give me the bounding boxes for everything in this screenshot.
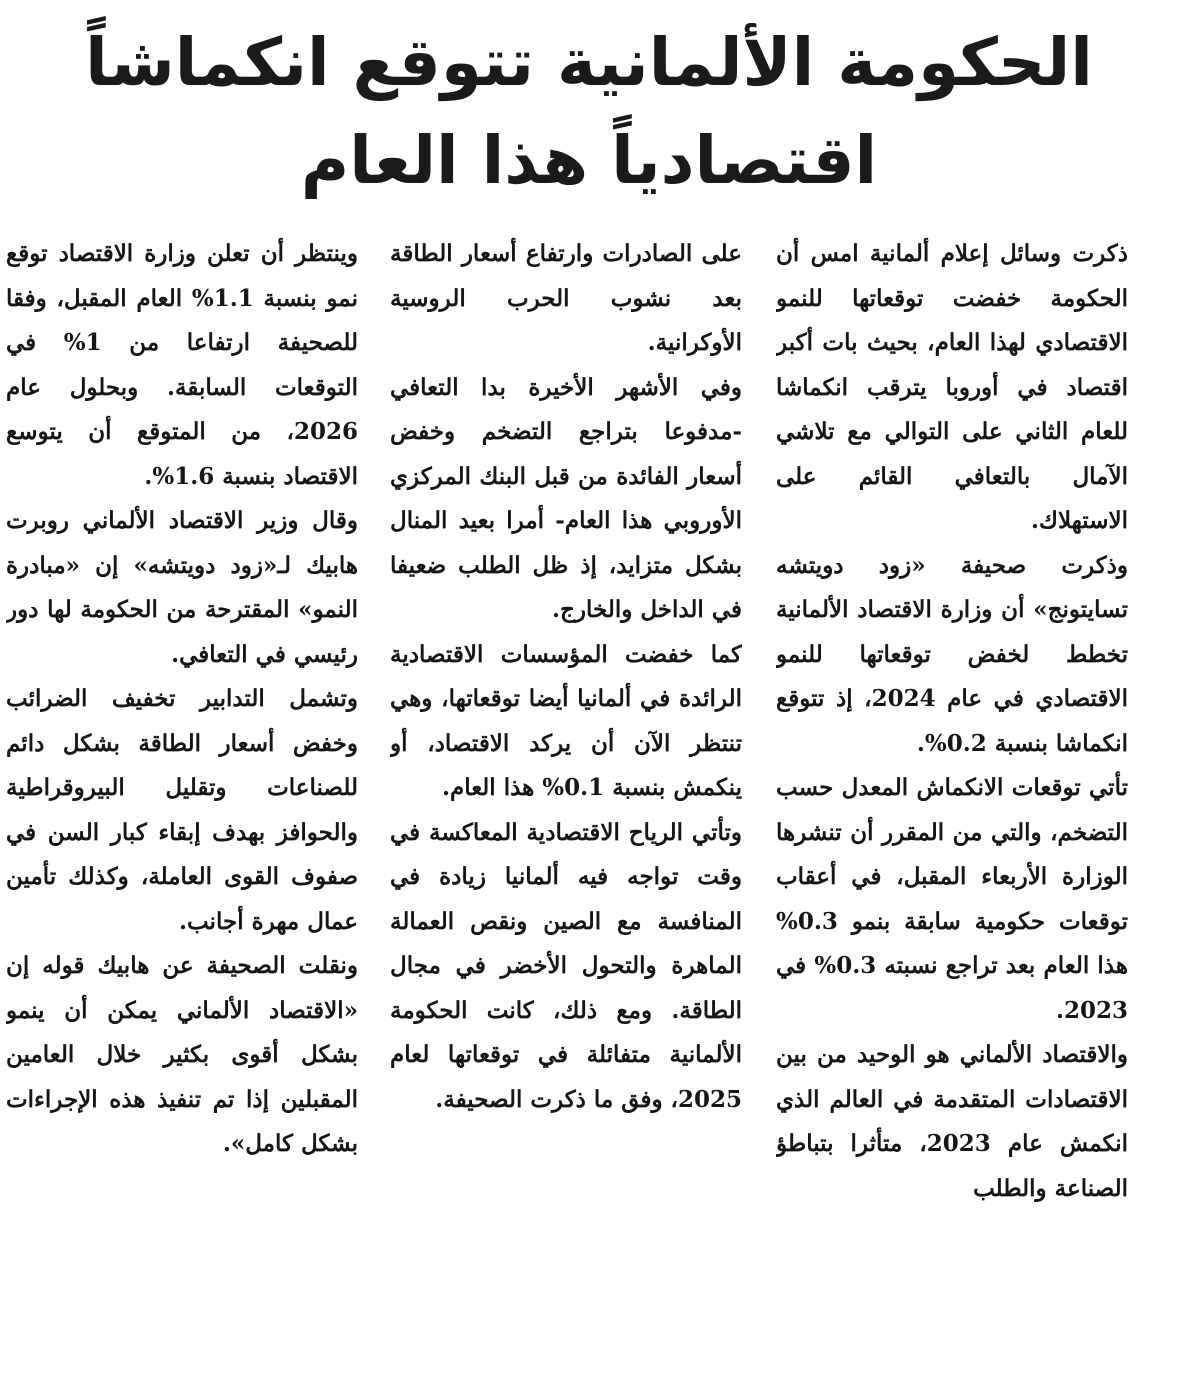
paragraph: ونقلت الصحيفة عن هابيك قوله إن «الاقتصاد الألماني يمكن أن ينمو بشكل أقوى بكثير خلال العامين المقبلين إذا تم تنفيذ هذه الإجراءات بشكل كامل». (6, 952, 358, 1157)
article-body (0, 232, 1178, 1362)
article-column-2 (390, 232, 742, 1362)
paragraph: وفي الأشهر الأخيرة بدا التعافي -مدفوعا بتراجع التضخم وخفض أسعار الفائدة من قبل البنك المركزي الأوروبي هذا العام- أمرا بعيد المنال بشكل متزايد، إذ ظل الطلب ضعيفا في الداخل والخارج. (390, 373, 742, 623)
article-column-3 (6, 232, 358, 1362)
paragraph: وذكرت صحيفة «زود دويتشه تسايتونج» أن وزارة الاقتصاد الألمانية تخطط لخفض توقعاتها للنمو الاقتصادي في عام 2024، إذ تتوقع انكماشا بنسبة 0.2%. (776, 551, 1128, 757)
paragraph: وينتظر أن تعلن وزارة الاقتصاد توقع نمو بنسبة 1.1% العام المقبل، وفقا للصحيفة ارتفاعا من 1% في التوقعات السابقة. وبحلول عام 2026، من المتوقع أن يتوسع الاقتصاد بنسبة 1.6%. (6, 240, 358, 490)
headline-line-1: الحكومة الألمانية تتوقع انكماشاً (85, 24, 1093, 101)
paragraph: تأتي توقعات الانكماش المعدل حسب التضخم، والتي من المقرر أن تنشرها الوزارة الأربعاء المقبل، في أعقاب توقعات حكومية سابقة بنمو 0.3% هذا العام بعد تراجع نسبته 0.3% في 2023. (776, 774, 1128, 1024)
article-column-1 (776, 232, 1128, 1362)
paragraph: على الصادرات وارتفاع أسعار الطاقة بعد نشوب الحرب الروسية الأوكرانية. (390, 240, 742, 356)
paragraph: والاقتصاد الألماني هو الوحيد من بين الاقتصادات المتقدمة في العالم الذي انكمش عام 2023، متأثرا بتباطؤ الصناعة والطلب (776, 1041, 1128, 1202)
article-headline (0, 14, 1178, 210)
paragraph: وقال وزير الاقتصاد الألماني روبرت هابيك لـ«زود دويتشه» إن «مبادرة النمو» المقترحة من الحكومة لها دور رئيسي في التعافي. (6, 507, 358, 668)
paragraph: كما خفضت المؤسسات الاقتصادية الرائدة في ألمانيا أيضا توقعاتها، وهي تنتظر الآن أن يركد الاقتصاد، أو ينكمش بنسبة 0.1% هذا العام. (390, 640, 742, 801)
headline-line-2: اقتصادياً هذا العام (300, 122, 878, 199)
paragraph: ذكرت وسائل إعلام ألمانية امس أن الحكومة خفضت توقعاتها للنمو الاقتصادي لهذا العام، بحيث بات أكبر اقتصاد في أوروبا يترقب انكماشا للعام الثاني على التوالي مع تلاشي الآمال بالتعافي القائم على الاستهلاك. (776, 240, 1128, 534)
paragraph: وتأتي الرياح الاقتصادية المعاكسة في وقت تواجه فيه ألمانيا زيادة في المنافسة مع الصين ونقص العمالة الماهرة والتحول الأخضر في مجال الطاقة. ومع ذلك، كانت الحكومة الألمانية متفائلة في توقعاتها لعام 2025، وفق ما ذكرت الصحيفة. (390, 818, 742, 1113)
paragraph: وتشمل التدابير تخفيف الضرائب وخفض أسعار الطاقة بشكل دائم للصناعات وتقليل البيروقراطية والحوافز بهدف إبقاء كبار السن في صفوف القوى العاملة، وكذلك تأمين عمال مهرة أجانب. (6, 685, 358, 935)
